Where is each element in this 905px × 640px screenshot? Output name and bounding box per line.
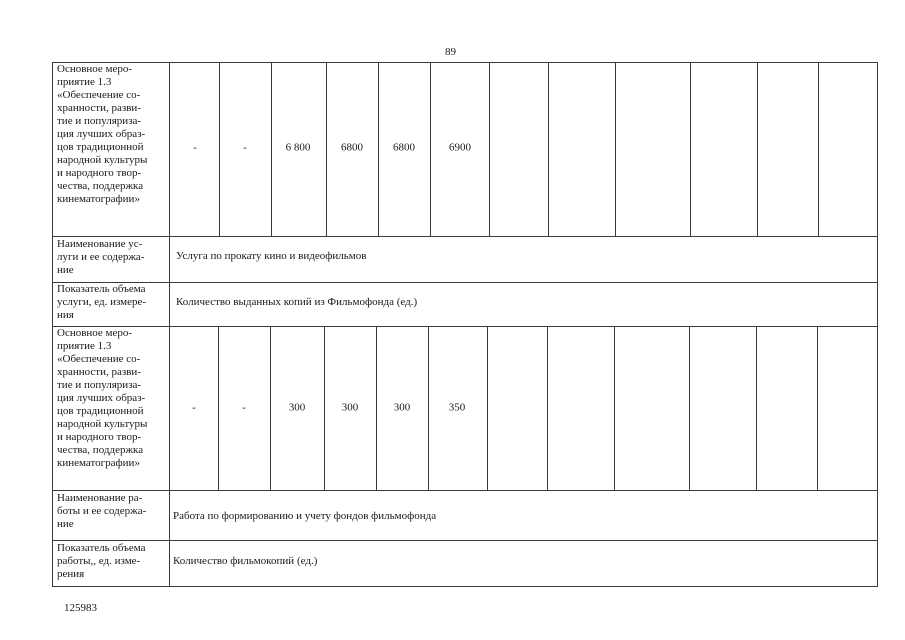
work-indicator-label [53, 542, 167, 581]
label-line: кинематографии» [57, 457, 140, 469]
label-line: цов традиционной [57, 141, 144, 153]
label-line: рения [57, 568, 85, 580]
service-name-text: Услуга по прокату кино и видеофильмов [176, 250, 367, 262]
label-line: ние [57, 518, 74, 530]
label-line: чества, поддержка [57, 180, 144, 192]
label-line: и народного твор- [57, 167, 142, 179]
label-line: народной культуры [57, 154, 148, 166]
block1-value-6: 6900 [449, 141, 471, 154]
label-line: ция лучших образ- [57, 392, 146, 404]
label-line: «Обеспечение со- [57, 89, 141, 101]
block1-value-5: 6800 [393, 141, 415, 154]
label-line: народной культуры [57, 418, 148, 430]
block2-value-1: - [192, 401, 196, 414]
label-line: цов традиционной [57, 405, 144, 417]
label-line: приятие 1.3 [57, 76, 112, 88]
block1-value-1: - [193, 141, 197, 154]
label-line: и народного твор- [57, 431, 142, 443]
label-line: тие и популяриза- [57, 379, 142, 391]
label-line: Показатель объема [57, 542, 146, 554]
service-indicator-text: Количество выданных копий из Фильмофонда (ед.) [176, 296, 418, 308]
label-line: хранности, разви- [57, 102, 141, 114]
block1-value-3: 6 800 [285, 141, 311, 154]
label-line: кинематографии» [57, 193, 140, 205]
block2-value-5: 300 [393, 401, 411, 414]
label-line: ния [57, 309, 74, 321]
label-line: Наименование ус- [57, 238, 143, 250]
label-line: луги и ее содержа- [57, 251, 145, 263]
label-line: хранности, разви- [57, 366, 141, 378]
page-number: 89 [445, 46, 456, 58]
work-name-label [53, 492, 167, 531]
block1-value-4: 6800 [341, 141, 363, 154]
label-line: ние [57, 264, 74, 276]
label-line: приятие 1.3 [57, 340, 112, 352]
label-line: ция лучших образ- [57, 128, 146, 140]
work-name-text: Работа по формированию и учету фондов фильмофонда [173, 510, 437, 522]
block2-value-6: 350 [448, 401, 466, 414]
label-line: Наименование ра- [57, 492, 143, 504]
block2-label [53, 327, 167, 470]
label-line: чества, поддержка [57, 444, 144, 456]
block1-value-2: - [243, 141, 247, 154]
label-line: тие и популяриза- [57, 115, 142, 127]
block2-value-4: 300 [341, 401, 359, 414]
label-line: работы,, ед. изме- [57, 555, 141, 567]
work-indicator-text: Количество фильмокопий (ед.) [173, 555, 318, 567]
label-line: Показатель объема [57, 283, 146, 295]
block1-label [53, 63, 167, 206]
service-indicator-label [53, 283, 167, 322]
label-line: услуги, ед. измере- [57, 296, 147, 308]
label-line: «Обеспечение со- [57, 353, 141, 365]
block2-value-3: 300 [288, 401, 306, 414]
label-line: боты и ее содержа- [57, 505, 147, 517]
footer-code: 125983 [64, 602, 97, 614]
service-name-label [53, 238, 167, 277]
label-line: Основное меро- [57, 327, 133, 339]
label-line: Основное меро- [57, 63, 133, 75]
block2-value-2: - [242, 401, 246, 414]
